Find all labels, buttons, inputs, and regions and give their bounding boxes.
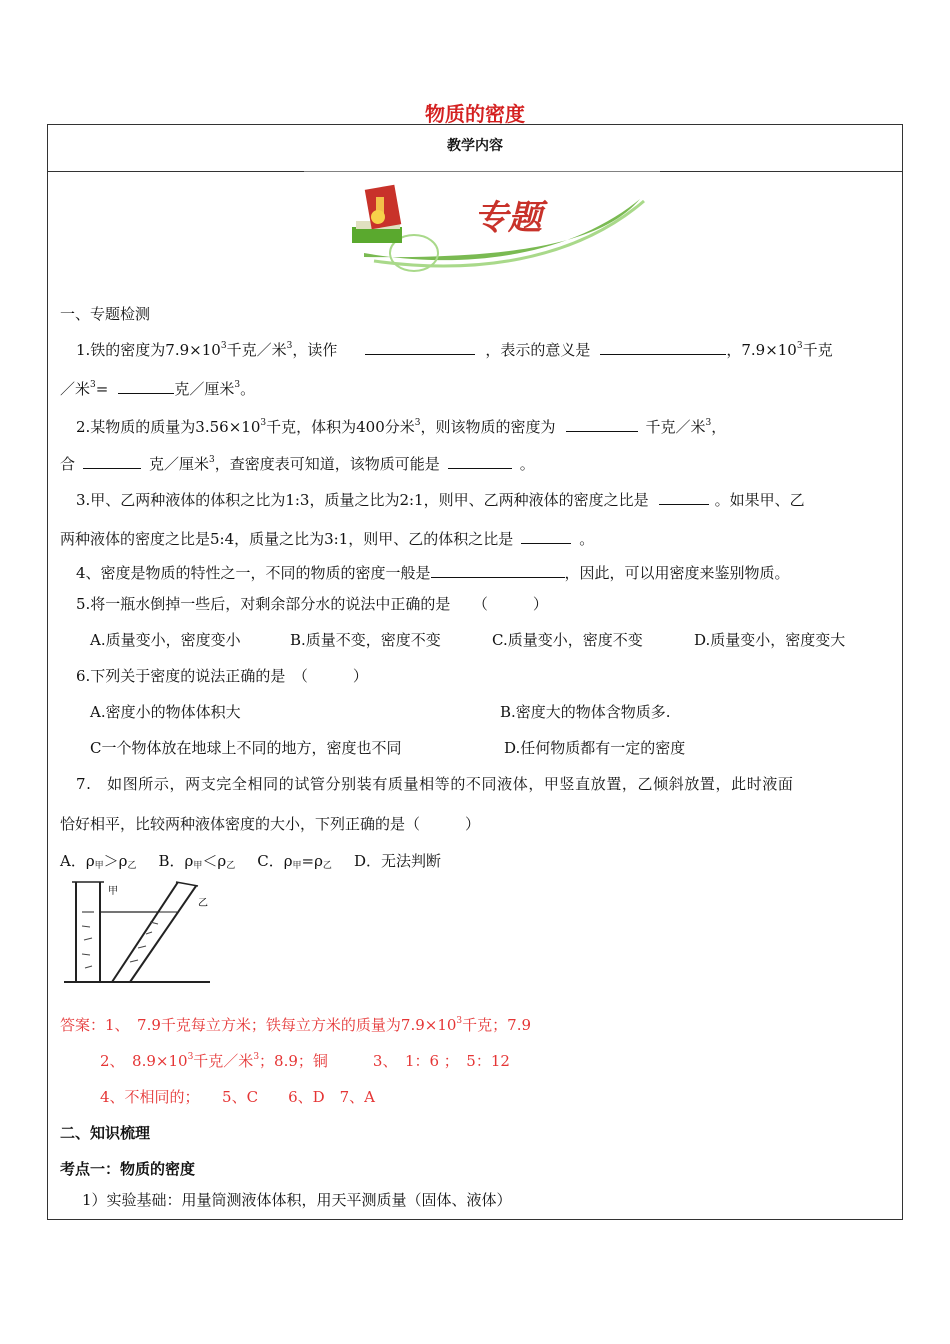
q2-text: 千克／米	[645, 418, 706, 436]
question-2-line-1	[76, 416, 726, 437]
table-header: 教学内容	[48, 125, 902, 172]
q1-exp: 3	[234, 380, 241, 390]
answer-blank[interactable]	[659, 490, 709, 505]
q3-text: 两种液体的密度之比是5:4，质量之比为3:1，则甲、乙的体积之比是	[60, 530, 514, 548]
q6-option-a[interactable]: A.密度小的物体体积大	[90, 703, 241, 721]
label-yi: 乙	[198, 898, 208, 909]
q1-text: 克／厘米	[174, 380, 235, 398]
section-heading: 二、知识梳理	[60, 1124, 151, 1142]
answer-blank[interactable]	[448, 454, 512, 469]
q2-exp: 3	[209, 455, 215, 465]
q5-option-d[interactable]: D.质量变小，密度变大	[694, 631, 846, 649]
q1-unit-exp: 3	[286, 341, 293, 351]
q1-text: ，读作	[292, 341, 338, 359]
answer-blank[interactable]	[365, 340, 475, 355]
q2-text: 克／厘米	[149, 455, 210, 473]
q2-exp: 3	[705, 418, 712, 428]
q4-text: 4、密度是物质的特性之一，不同的物质的密度一般是	[76, 564, 431, 582]
q1-exp: 3	[220, 341, 227, 351]
question-1-line-2	[60, 378, 255, 399]
q1-text: ，表示的意义是	[485, 341, 591, 359]
q2-text: ，	[711, 418, 727, 436]
q7-option-a[interactable]: A．$\rho_甲>\rho_乙$	[60, 852, 137, 871]
q3-text: 。	[579, 530, 595, 548]
book-icon	[352, 227, 402, 243]
q1-text: 千克	[802, 341, 833, 359]
question-4	[76, 562, 790, 583]
q5-option-a[interactable]: A.质量变小，密度变小	[90, 631, 241, 649]
answer-blank[interactable]	[118, 379, 174, 394]
q1-unit: 千克／米	[226, 341, 287, 359]
q7-option-b[interactable]: B．$\rho_甲<\rho_乙$	[158, 852, 236, 871]
q3-text: 3.甲、乙两种液体的体积之比为1:3，质量之比为2:1，则甲、乙两种液体的密度之比是	[76, 491, 649, 509]
q2-text: 合	[60, 455, 76, 473]
q2-text: 。	[519, 455, 535, 473]
answer-line-3: 4、不相同的； 5、C 6、D 7、A	[100, 1088, 376, 1106]
question-6-stem: 6.下列关于密度的说法正确的是 （ ）	[76, 667, 368, 685]
subsection-heading: 考点一：物质的密度	[60, 1160, 196, 1178]
answer-line-1: 答案：1、 7.9千克每立方米；铁每立方米的质量为$7.9\times 10^3$千克；7.9	[60, 1016, 532, 1034]
question-3-line-1	[76, 489, 805, 510]
q5-option-b[interactable]: B.质量不变，密度不变	[290, 631, 441, 649]
test-tube-figure	[60, 878, 220, 988]
label-jia: 甲	[108, 886, 118, 897]
q1-text: ，7.9×10	[726, 341, 797, 359]
q7-option-c[interactable]: C．$\rho_甲=\rho_乙$	[257, 852, 332, 871]
q1-text: =	[95, 380, 109, 398]
answer-blank[interactable]	[521, 529, 571, 544]
question-7-line-1: 7. 如图所示，两支完全相同的试管分别装有质量相等的不同液体，甲竖直放置，乙倾斜放置，此时液面	[76, 775, 794, 793]
q2-exp: 3	[260, 418, 267, 428]
q2-text: ，则该物质的密度为	[420, 418, 556, 436]
question-1-line-1	[76, 339, 833, 360]
q6-option-d[interactable]: D.任何物质都有一定的密度	[504, 739, 686, 757]
q1-text: ／米	[60, 380, 91, 398]
q2-text: ，查密度表可知道，该物质可能是	[214, 455, 440, 473]
section-heading: 一、专题检测	[60, 305, 151, 323]
topic-banner	[304, 171, 660, 281]
q5-option-c[interactable]: C.质量变小，密度不变	[492, 631, 643, 649]
knowledge-item: 1）实验基础：用量筒测液体体积，用天平测质量（固体、液体）	[82, 1191, 512, 1209]
banner-text: 专题	[474, 198, 542, 238]
answer-blank[interactable]	[600, 340, 726, 355]
answer-blank[interactable]	[83, 454, 141, 469]
q1-text: 。	[240, 380, 256, 398]
question-5-stem: 5.将一瓶水倒掉一些后，对剩余部分水的说法中正确的是 （ ）	[76, 595, 548, 613]
q4-text: ，因此，可以用密度来鉴别物质。	[564, 564, 790, 582]
page-title: 物质的密度	[425, 102, 525, 126]
q7-option-d[interactable]: D．无法判断	[353, 852, 441, 870]
question-2-line-2	[60, 453, 535, 474]
answer-blank[interactable]	[566, 417, 638, 432]
question-3-line-2	[60, 528, 594, 549]
q1-exp: 3	[796, 341, 803, 351]
answer-line-2: 2、 $8.9\times 10^3$千克／米$^3$；8.9；铜 3、 1：6 ； 5：12	[100, 1052, 510, 1070]
q2-text: 千克，体积为400分米	[266, 418, 415, 436]
answer-blank[interactable]	[431, 563, 565, 578]
q3-text: 。如果甲、乙	[714, 491, 805, 509]
q2-exp: 3	[414, 418, 421, 428]
q2-text: 2.某物质的质量为3.56×10	[76, 418, 261, 436]
q1-exp: 3	[90, 380, 96, 390]
q6-option-b[interactable]: B.密度大的物体含物质多.	[500, 703, 671, 721]
q1-text: 1.铁的密度为7.9×10	[76, 341, 221, 359]
q6-option-c[interactable]: C一个物体放在地球上不同的地方，密度也不同	[90, 739, 402, 757]
question-7-options	[60, 850, 441, 871]
question-7-line-2: 恰好相平，比较两种液体密度的大小，下列正确的是（ ）	[60, 815, 481, 833]
